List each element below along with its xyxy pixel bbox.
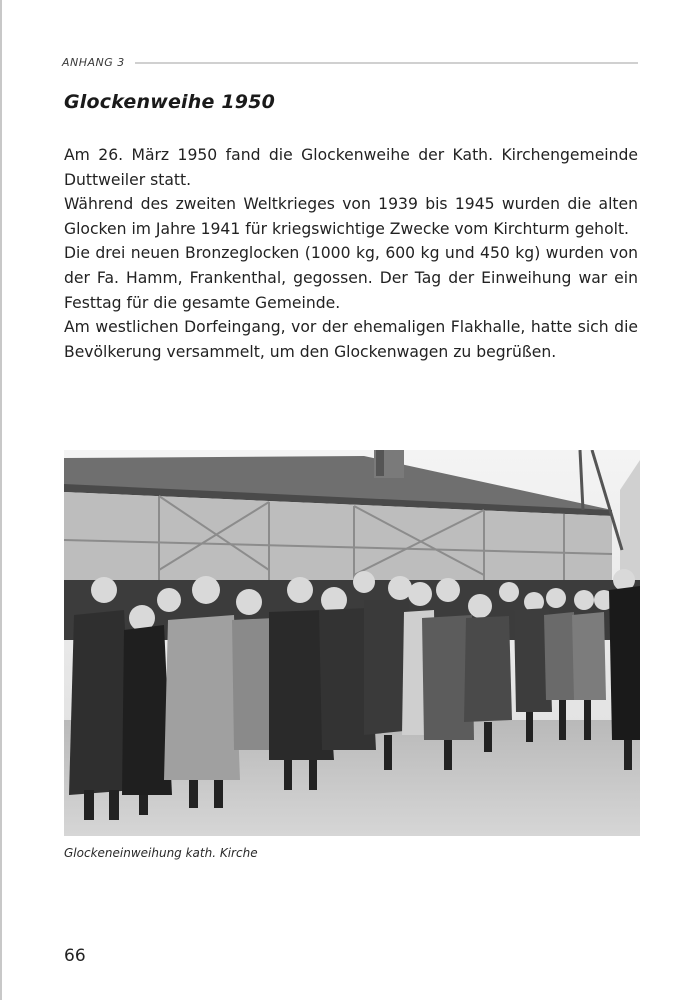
historic-photo [64, 450, 640, 836]
page-title: Glockenweihe 1950 [64, 91, 276, 113]
section-label: ANHANG 3 [62, 55, 125, 69]
photo-illustration [64, 450, 640, 836]
paragraph: Am westlichen Dorfeingang, vor der ehemaligen Flakhalle, hatte sich die Bevölkerung versammelt, um den Glockenwagen zu begrüßen. [64, 318, 638, 361]
paragraph: Am 26. März 1950 fand die Glockenweihe der Kath. Kirchengemeinde Duttweiler statt. [64, 146, 638, 189]
photo-caption: Glockeneinweihung kath. Kirche [64, 846, 258, 860]
paragraph: Die drei neuen Bronzeglocken (1000 kg, 600 kg und 450 kg) wurden von der Fa. Hamm, Frankenthal, gegossen. Der Tag der Einweihung war ein Festtag für die gesamte Gemeinde. [64, 244, 638, 312]
paragraph: Während des zweiten Weltkrieges von 1939 bis 1945 wurden die alten Glocken im Jahre 1941 für kriegswichtige Zwecke vom Kirchturm geholt. [64, 195, 638, 238]
running-header [62, 52, 638, 72]
header-rule [135, 62, 638, 64]
page-edge [0, 0, 2, 1000]
body-text [64, 143, 638, 364]
page-number: 66 [64, 946, 86, 966]
